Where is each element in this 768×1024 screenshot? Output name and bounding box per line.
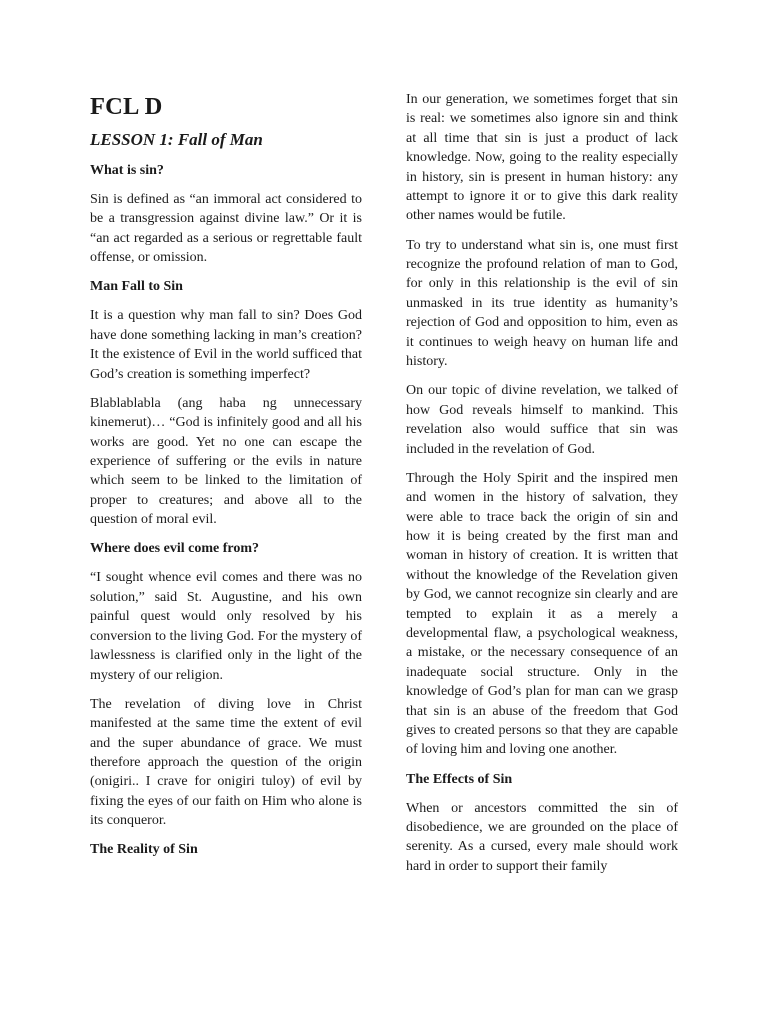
paragraph-relation-to-god: To try to understand what sin is, one must first recognize the profound relation of man to God, for only in this relationship is the evil of sin unmasked in its true identity as humanity’s rejection of God and opposition to him, even as it continues to weigh heavy on human life and history. — [406, 237, 678, 370]
paragraph-holy-spirit: Through the Holy Spirit and the inspired men and women in the history of salvation, they were able to trace back the origin of sin and how it is being created by the first man and woman in history of creation. It is written that without the knowledge of the Revelation given by God, we cannot recognize sin clearly and are tempted to explain it as a merely a developmental flaw, a psychological weakness, a mistake, or the necessary consequence of an inadequate social structure. Only in the knowledge of God’s plan for man can we grasp that sin is an abuse of the freedom that God gives to created persons so that they are capable of loving him and loving one another. — [406, 470, 678, 758]
heading-man-fall-to-sin: Man Fall to Sin — [90, 279, 183, 295]
paragraph-effects-of-sin: When or ancestors committed the sin of disobedience, we are grounded on the place of serenity. As a cursed, every male should work hard in order to support their family — [406, 800, 678, 874]
paragraph-sin-definition: Sin is defined as “an immoral act considered to be a transgression against divine law.” Or it is “an act regarded as a serious or regrettable fault offense, or omission. — [90, 192, 362, 266]
heading-what-is-sin: What is sin? — [90, 163, 164, 178]
heading-effects-of-sin: The Effects of Sin — [406, 771, 513, 787]
right-column — [406, 90, 678, 886]
paragraph-man-fall-question: It is a question why man fall to sin? Does God have done something lacking in man’s creation? It the existence of Evil in the world sufficed that God’s creation is something imperfect? — [90, 308, 362, 382]
paragraph-our-generation: In our generation, we sometimes forget that sin is real: we sometimes also ignore sin and think at all time that sin is just a product of lack knowledge. Now, going to the reality especially in history, sin is present in human history: any attempt to ignore it or to give this dark reality other names would be futile. — [406, 92, 678, 224]
paragraph-divine-revelation: On our topic of divine revelation, we talked of how God reveals himself to mankind. This revelation also would suffice that sin was included in the revelation of God. — [406, 383, 678, 457]
heading-reality-of-sin: The Reality of Sin — [90, 842, 198, 858]
left-column — [90, 90, 362, 869]
heading-where-evil-comes-from: Where does evil come from? — [90, 541, 259, 557]
paragraph-god-infinitely-good: Blablablabla (ang haba ng unnecessary kinemerut)… “God is infinitely good and all his works are good. Yet no one can escape the experience of suffering or the evils in nature which seem to be linked to the limitation of proper to creatures; and above all to the question of moral evil. — [90, 395, 362, 528]
paragraph-divine-love: The revelation of diving love in Christ manifested at the same time the extent of evil and the super abundance of grace. We must therefore approach the question of the origin (onigiri.. I crave for onigiri tuloy) of evil by fixing the eyes of our faith on Him who alone is its conqueror. — [90, 696, 362, 829]
lesson-title: LESSON 1: Fall of Man — [90, 130, 263, 149]
paragraph-st-augustine: “I sought whence evil comes and there was no solution,” said St. Augustine, and his own painful quest would only resolved by his conversion to the living God. For the mystery of lawlessness is clarified only in the light of the mystery of our religion. — [90, 570, 362, 683]
document-title: FCL D — [90, 93, 163, 120]
